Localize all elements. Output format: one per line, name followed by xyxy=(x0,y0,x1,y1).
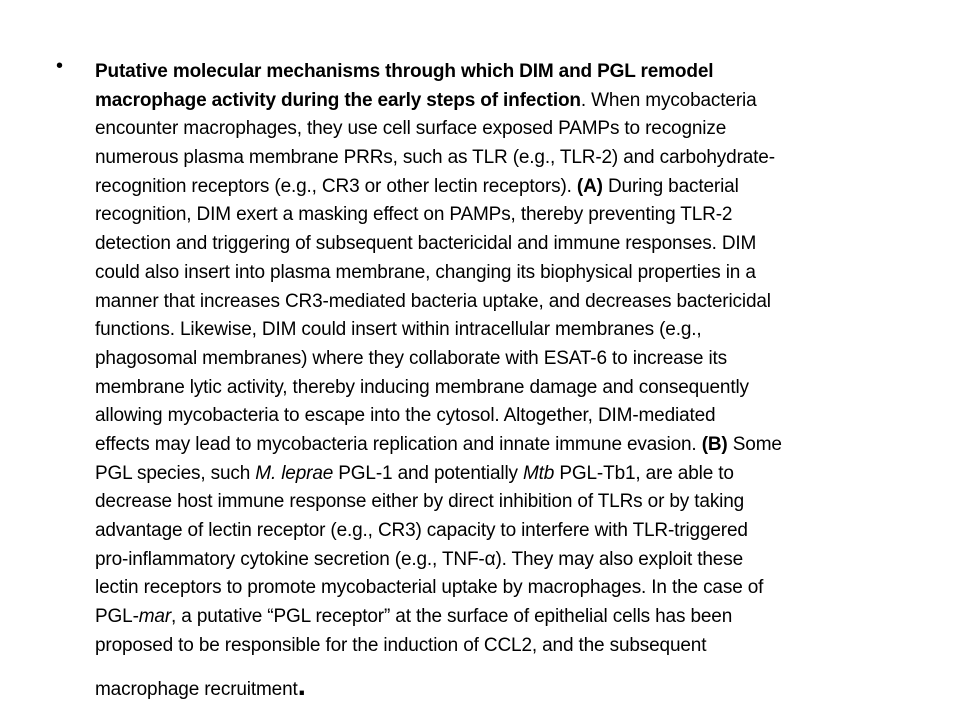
last-line-period: . xyxy=(297,669,306,702)
caption-text: functions. Likewise, DIM could insert within intracellular membranes (e.g., xyxy=(95,319,702,341)
caption-text: decrease host immune response either by direct inhibition of TLRs or by taking xyxy=(95,491,745,513)
caption-text: allowing mycobacteria to escape into the cytosol. Altogether, DIM-mediated xyxy=(95,405,716,427)
caption-text: PGL-1 and potentially xyxy=(333,462,523,484)
caption-line xyxy=(95,574,915,603)
caption-line xyxy=(95,460,915,489)
caption-line xyxy=(95,431,915,460)
caption-text: , a putative “PGL receptor” at the surface of epithelial cells has been xyxy=(171,606,733,628)
caption-text: manner that increases CR3-mediated bacteria uptake, and decreases bactericidal xyxy=(95,290,771,312)
bold-text: macrophage activity during the early steps of infection xyxy=(95,89,581,111)
caption-text: PGL species, such xyxy=(95,462,256,484)
caption-line xyxy=(95,603,915,632)
caption-line xyxy=(95,374,915,403)
italic-text: mar xyxy=(138,606,172,628)
caption-text: PGL-Tb1, are able to xyxy=(554,462,734,484)
caption-text: Some xyxy=(727,433,782,455)
caption-text: lectin receptors to promote mycobacterial uptake by macrophages. In the case of xyxy=(95,577,764,599)
figure-caption-paragraph xyxy=(95,58,915,660)
caption-text: could also insert into plasma membrane, changing its biophysical properties in a xyxy=(95,261,756,283)
caption-text: PGL- xyxy=(95,606,139,628)
caption-last-line xyxy=(95,669,306,704)
caption-line xyxy=(95,87,915,116)
caption-text: . When mycobacteria xyxy=(580,89,757,111)
caption-text: membrane lytic activity, thereby inducing membrane damage and consequently xyxy=(95,376,749,398)
italic-text: M. leprae xyxy=(255,462,334,484)
caption-text: phagosomal membranes) where they collaborate with ESAT-6 to increase its xyxy=(95,347,727,369)
caption-text: recognition, DIM exert a masking effect on PAMPs, thereby preventing TLR-2 xyxy=(95,204,733,226)
caption-line xyxy=(95,259,915,288)
bullet-marker: • xyxy=(56,55,64,77)
bold-text: (B) xyxy=(701,433,728,455)
caption-text: numerous plasma membrane PRRs, such as TLR (e.g., TLR-2) and carbohydrate- xyxy=(95,147,775,169)
caption-line xyxy=(95,115,915,144)
caption-text: During bacterial xyxy=(602,175,739,197)
caption-line xyxy=(95,288,915,317)
caption-line xyxy=(95,201,915,230)
caption-line xyxy=(95,517,915,546)
caption-text: recognition receptors (e.g., CR3 or other lectin receptors). xyxy=(95,175,577,197)
bold-text: Putative molecular mechanisms through which DIM and PGL remodel xyxy=(95,61,714,82)
caption-line xyxy=(95,316,915,345)
caption-text: pro-inflammatory cytokine secretion (e.g., TNF-α). They may also exploit these xyxy=(95,548,743,570)
caption-line xyxy=(95,402,915,431)
caption-line xyxy=(95,230,915,259)
caption-line xyxy=(95,632,915,661)
caption-line xyxy=(95,144,915,173)
bold-text: (A) xyxy=(576,175,603,197)
caption-line xyxy=(95,173,915,202)
caption-line xyxy=(95,58,915,87)
italic-text: Mtb xyxy=(523,462,555,484)
caption-text: advantage of lectin receptor (e.g., CR3) capacity to interfere with TLR-triggered xyxy=(95,520,748,541)
caption-text: proposed to be responsible for the induction of CCL2, and the subsequent xyxy=(95,634,707,656)
caption-line xyxy=(95,488,915,517)
caption-text: detection and triggering of subsequent bactericidal and immune responses. DIM xyxy=(95,233,757,255)
caption-line xyxy=(95,546,915,575)
caption-line xyxy=(95,345,915,374)
last-line-text: macrophage recruitment xyxy=(95,679,298,700)
caption-text: effects may lead to mycobacteria replication and innate immune evasion. xyxy=(95,433,702,455)
caption-text: encounter macrophages, they use cell surface exposed PAMPs to recognize xyxy=(95,118,727,140)
